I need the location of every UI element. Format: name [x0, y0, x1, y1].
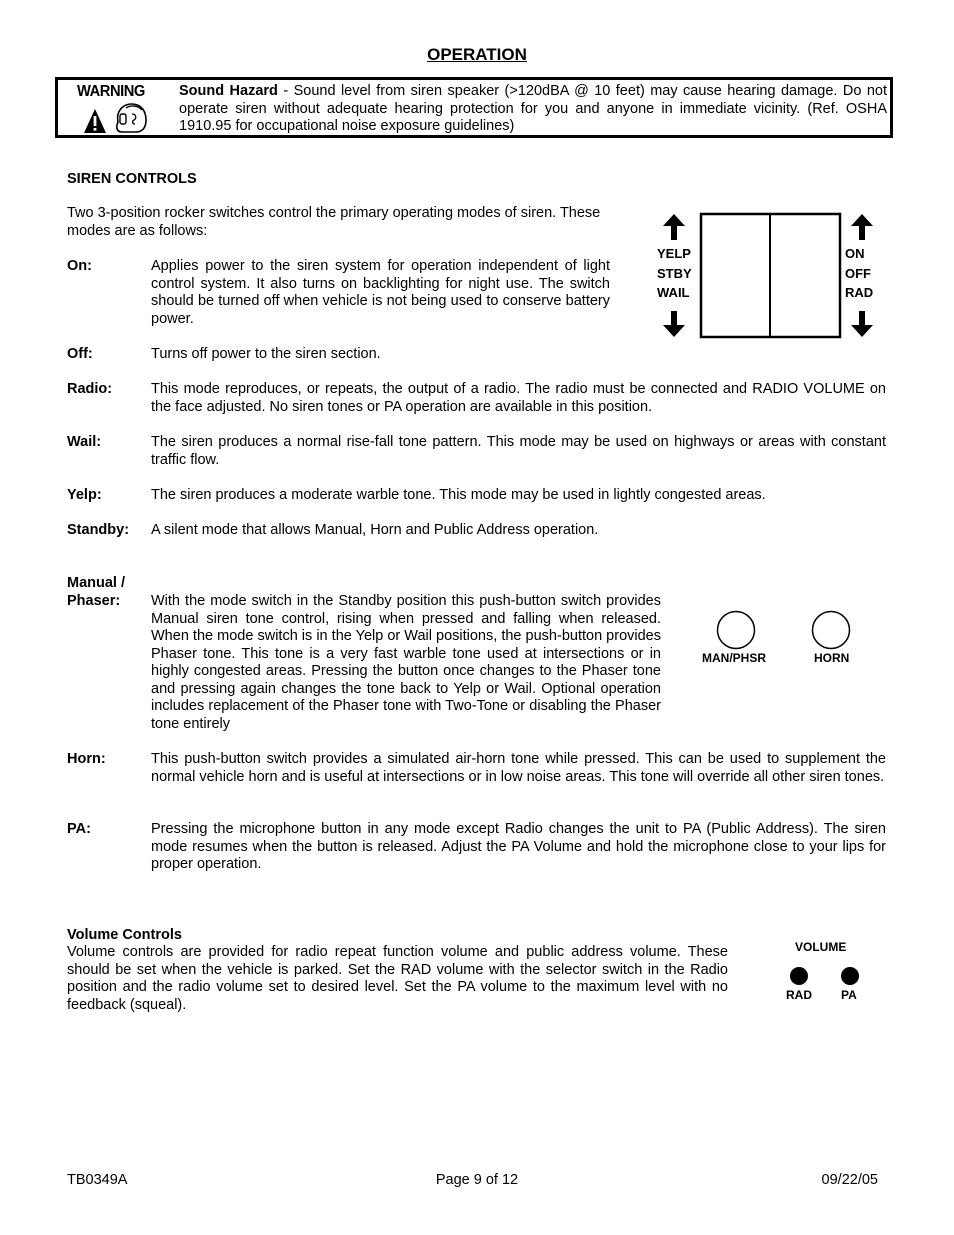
def-horn: This push-button switch provides a simulated air-horn tone while pressed. This can be used to supplement the normal vehicle horn and is useful at intersections or in low noise areas. This tone will override all other siren tones.: [151, 751, 886, 785]
def-manual: With the mode switch in the Standby position this push-button switch provides Manual siren tone control, rising when pressed and falling when released. When the mode switch is in the Yelp or Wail positions, the push-button provides Phaser tone. This tone is a very fast warble tone used at intersections or in highly congested areas. Pressing the button once changes to the Phaser tone and pressing again changes the tone back to Yelp or Wail. Optional operation includes replacement of the Phaser tone with Two-Tone or disabling the Phaser tone entirely: [151, 593, 661, 732]
footer-date: 09/22/05: [821, 1172, 878, 1188]
label-volume-pa: PA: [841, 988, 857, 1002]
volume-diagram-title: VOLUME: [795, 940, 847, 954]
term-manual: [67, 575, 125, 610]
label-yelp: YELP: [657, 246, 691, 261]
label-off: OFF: [845, 265, 871, 281]
def-on: Applies power to the siren system for operation independent of light control system. It also turns on backlighting for night use. The switch should be turned off when vehicle is not being used to conserve battery power.: [151, 258, 610, 327]
warning-icons: [80, 102, 150, 140]
term-off: Off:: [67, 346, 93, 362]
def-yelp: The siren produces a moderate warble tone. This mode may be used in lightly congested areas.: [151, 487, 766, 503]
def-radio: This mode reproduces, or repeats, the output of a radio. The radio must be connected and RADIO VOLUME on the face adjusted. No siren tones or PA operation are available in this position.: [151, 381, 886, 415]
warning-lead: Sound Hazard: [179, 83, 278, 99]
def-wail: The siren produces a normal rise-fall tone pattern. This mode may be used on highways or areas with constant traffic flow.: [151, 434, 886, 468]
term-horn: Horn:: [67, 751, 106, 767]
warning-body: - Sound level from siren speaker (>120dBA @ 10 feet) may cause hearing damage. Do not operate siren without adequate hearing protection for you and anyone in immediate vicinity. (Ref. OSHA 1910.95 for occupational noise exposure guidelines): [179, 83, 887, 134]
pushbutton-graphic: [716, 609, 856, 653]
label-stby: STBY: [657, 265, 692, 281]
footer-page-number: Page 9 of 12: [435, 1172, 519, 1188]
term-on: On:: [67, 258, 92, 274]
label-horn: HORN: [814, 651, 850, 665]
label-wail: WAIL: [657, 285, 690, 300]
term-pa: PA:: [67, 821, 91, 837]
warning-label: WARNING: [77, 83, 145, 100]
volume-knobs-graphic: [788, 964, 862, 988]
term-manual-line2: Phaser:: [67, 592, 121, 609]
rocker-left-labels: [657, 244, 692, 303]
page-title: OPERATION: [427, 45, 527, 64]
label-on: ON: [845, 246, 865, 261]
hazard-hearing-icon: [80, 102, 150, 136]
term-manual-line1: Manual /: [67, 575, 126, 591]
volume-heading: Volume Controls: [67, 927, 182, 943]
siren-controls-heading: SIREN CONTROLS: [67, 171, 197, 187]
footer-doc-id: TB0349A: [67, 1172, 128, 1188]
volume-text: Volume controls are provided for radio repeat function volume and public address volume. These should be set when the vehicle is parked. Set the RAD volume with the selector switch in the Radio position and the radio volume set to desired level. Set the PA volume to the maximum level with no feedback (squeal).: [67, 944, 728, 1013]
term-radio: Radio:: [67, 381, 113, 397]
label-man-phsr: MAN/PHSR: [702, 651, 767, 665]
term-standby: Standby:: [67, 522, 130, 538]
term-yelp: Yelp:: [67, 487, 102, 503]
rocker-right-labels: [845, 244, 873, 303]
term-wail: Wail:: [67, 434, 102, 450]
siren-controls-intro: Two 3-position rocker switches control the primary operating modes of siren. These modes are as follows:: [67, 205, 601, 239]
label-volume-rad: RAD: [786, 988, 812, 1002]
warning-text: [179, 83, 887, 136]
def-off: Turns off power to the siren section.: [151, 346, 381, 362]
def-standby: A silent mode that allows Manual, Horn and Public Address operation.: [151, 522, 599, 538]
def-pa: Pressing the microphone button in any mode except Radio changes the unit to PA (Public Address). The siren mode resumes when the button is released. Adjust the PA Volume and hold the microphone close to your lips for proper operation.: [151, 821, 886, 872]
label-rad: RAD: [845, 285, 874, 300]
